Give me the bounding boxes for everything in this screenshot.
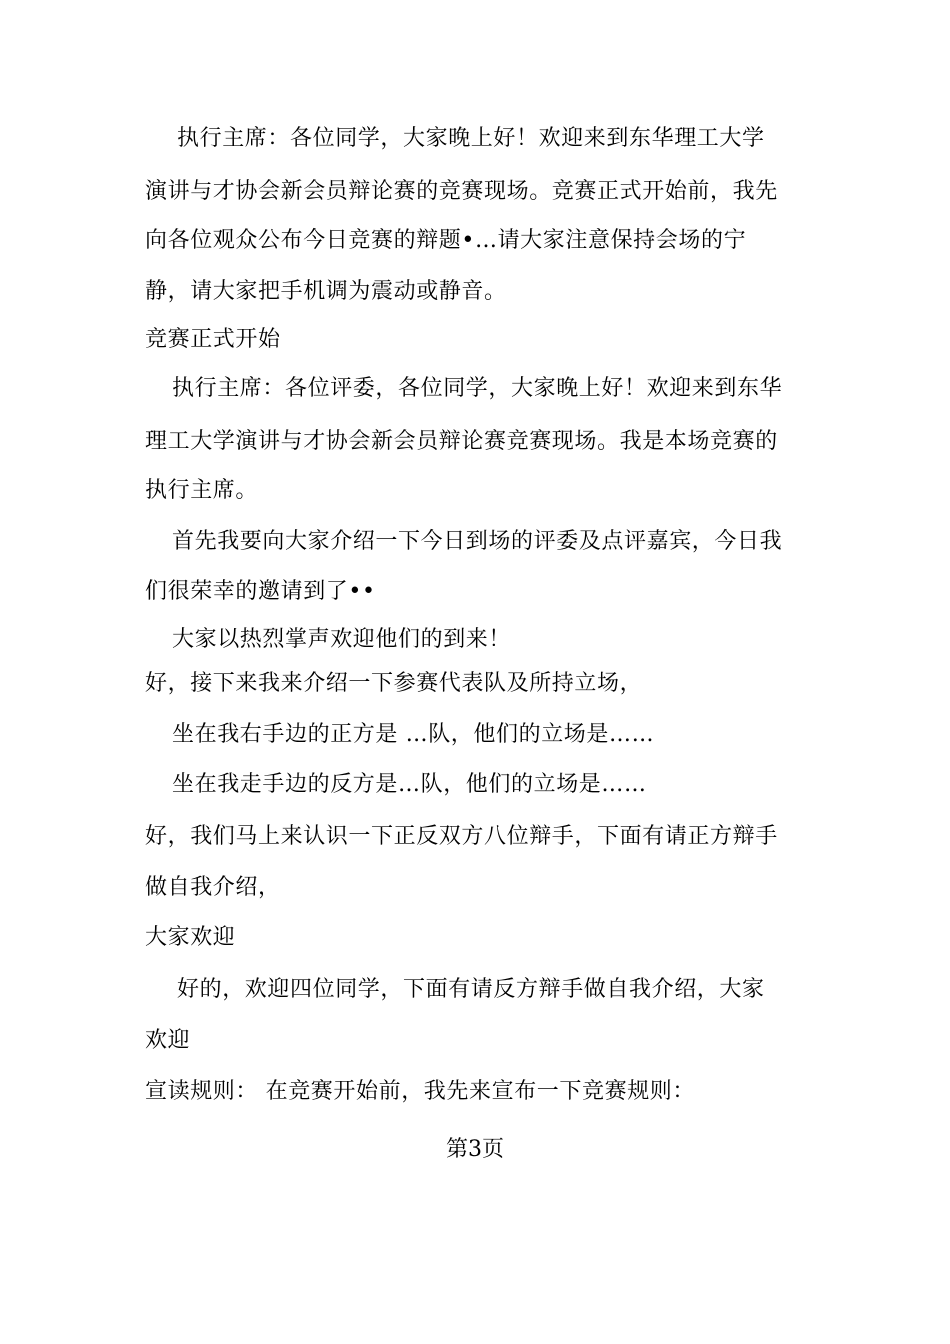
paragraph-line: 向各位观众公布今日竞赛的辩题•…请大家注意保持会场的宁 [145,228,747,253]
paragraph-line: 首先我要向大家介绍一下今日到场的评委及点评嘉宾，今日我 [172,529,783,554]
paragraph-line: 好的，欢迎四位同学，下面有请反方辩手做自我介绍，大家 [177,977,765,1002]
paragraph-line: 执行主席：各位评委，各位同学，大家晚上好！欢迎来到东华 [172,376,783,401]
page-number: 第3页 [446,1137,504,1162]
paragraph-line: 们很荣幸的邀请到了•• [145,579,376,604]
paragraph-line: 宣读规则： 在竞赛开始前，我先来宣布一下竞赛规则： [145,1079,695,1104]
paragraph-line: 静，请大家把手机调为震动或静音。 [145,279,507,304]
paragraph-line: 好，我们马上来认识一下正反双方八位辩手，下面有请正方辩手 [145,824,778,849]
paragraph-line: 理工大学演讲与才协会新会员辩论赛竞赛现场。我是本场竞赛的 [145,429,778,454]
paragraph-line: 执行主席。 [145,478,259,503]
paragraph-line: 坐在我右手边的正方是 …队，他们的立场是…… [172,722,655,747]
section-heading: 竞赛正式开始 [145,327,281,352]
paragraph-line: 大家以热烈掌声欢迎他们的到来！ [172,627,512,652]
paragraph-line: 大家欢迎 [145,925,236,950]
paragraph-line: 好，接下来我来介绍一下参赛代表队及所持立场， [145,671,643,696]
paragraph-line: 欢迎 [145,1028,191,1053]
paragraph-line: 坐在我走手边的反方是…队，他们的立场是…… [172,772,647,797]
paragraph-line: 演讲与才协会新会员辩论赛的竞赛现场。竞赛正式开始前，我先 [145,179,778,204]
paragraph-line: 执行主席：各位同学，大家晚上好！欢迎来到东华理工大学 [177,126,765,151]
paragraph-line: 做自我介绍， [145,875,281,900]
